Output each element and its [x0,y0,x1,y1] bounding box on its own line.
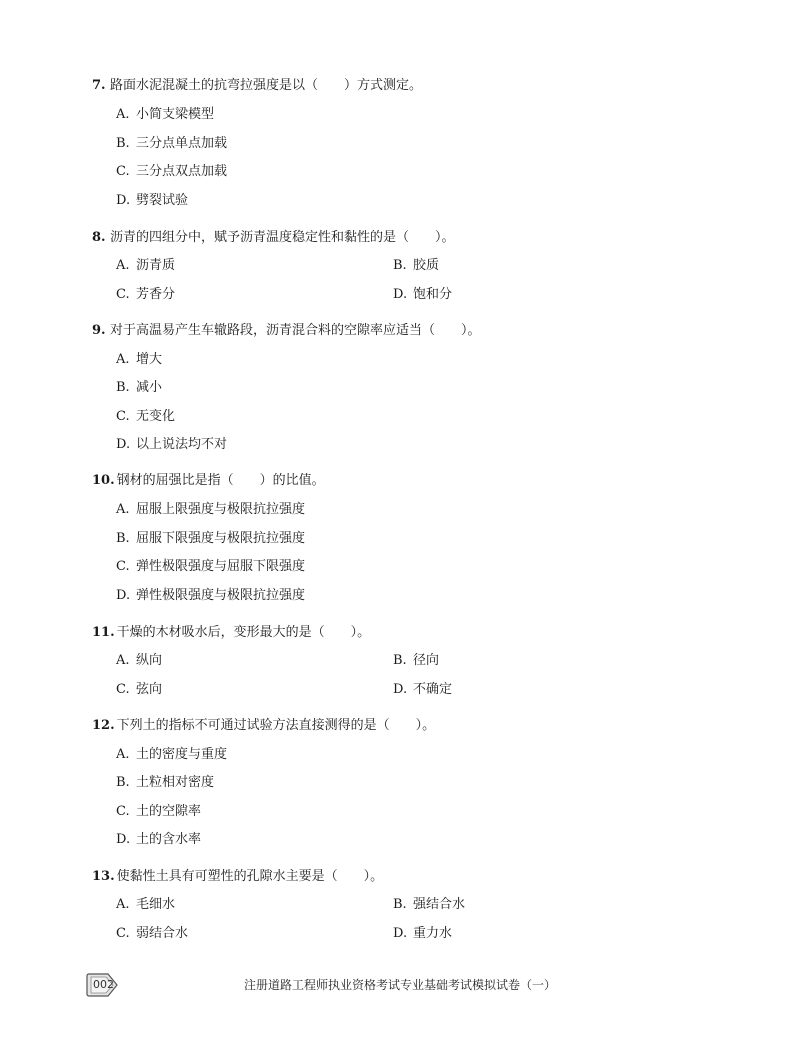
option-10c: C. 弹性极限强度与屈服下限强度 [116,559,306,574]
option-13a: A. 毛细水 [116,897,176,912]
question-number: 9. [92,323,106,338]
option-9a: A. 增大 [116,352,163,367]
option-9d: D. 以上说法均不对 [116,437,228,452]
question-text: 钢材的屈强比是指（ ）的比值。 [116,473,325,488]
question-stem [92,868,383,886]
question-number: 11. [92,625,115,640]
option-11d: D. 不确定 [393,682,453,697]
option-7c: C. 三分点双点加载 [116,164,228,179]
option-9c: C. 无变化 [116,409,176,424]
question-13 [92,868,383,886]
option-12b: B. 土粒相对密度 [116,775,215,790]
question-stem [92,77,422,95]
question-8 [92,229,455,247]
question-10 [92,472,325,490]
question-number: 7. [92,78,106,93]
question-text: 路面水泥混凝土的抗弯拉强度是以（ ）方式测定。 [110,78,423,93]
option-9b: B. 减小 [116,380,163,395]
question-number: 13. [92,869,115,884]
option-12a: A. 土的密度与重度 [116,747,228,762]
question-number: 12. [92,718,115,733]
question-12 [92,717,435,735]
footer-title: 注册道路工程师执业资格考试专业基础考试模拟试卷（一） [244,978,557,992]
option-7a: A. 小简支梁模型 [116,107,215,122]
question-stem [92,229,455,247]
page-number: 002 [93,978,114,991]
question-text: 使黏性土具有可塑性的孔隙水主要是（ ）。 [116,869,384,884]
option-13c: C. 弱结合水 [116,926,189,941]
option-8d: D. 饱和分 [393,287,453,302]
question-7 [92,77,422,95]
option-13d: D. 重力水 [393,926,453,941]
option-11c: C. 弦向 [116,682,163,697]
option-10b: B. 屈服下限强度与极限抗拉强度 [116,531,306,546]
option-10d: D. 弹性极限强度与极限抗拉强度 [116,588,306,603]
option-13b: B. 强结合水 [393,897,466,912]
question-text: 干燥的木材吸水后，变形最大的是（ ）。 [116,625,371,640]
question-9 [92,322,481,340]
option-11b: B. 径向 [393,653,440,668]
option-11a: A. 纵向 [116,653,163,668]
option-7d: D. 劈裂试验 [116,193,189,208]
option-8b: B. 胶质 [393,258,440,273]
question-number: 8. [92,230,106,245]
option-12d: D. 土的含水率 [116,832,202,847]
option-7b: B. 三分点单点加载 [116,136,228,151]
option-8c: C. 芳香分 [116,287,176,302]
question-stem [92,624,370,642]
question-number: 10. [92,473,115,488]
question-stem [92,717,435,735]
option-10a: A. 屈服上限强度与极限抗拉强度 [116,502,306,517]
page-footer [86,972,706,998]
question-stem [92,472,325,490]
option-8a: A. 沥青质 [116,258,176,273]
question-11 [92,624,370,642]
option-12c: C. 土的空隙率 [116,804,202,819]
question-text: 对于高温易产生车辙路段，沥青混合料的空隙率应适当（ ）。 [110,323,481,338]
question-text: 下列土的指标不可通过试验方法直接测得的是（ ）。 [116,718,436,733]
question-text: 沥青的四组分中，赋予沥青温度稳定性和黏性的是（ ）。 [110,230,455,245]
question-stem [92,322,481,340]
